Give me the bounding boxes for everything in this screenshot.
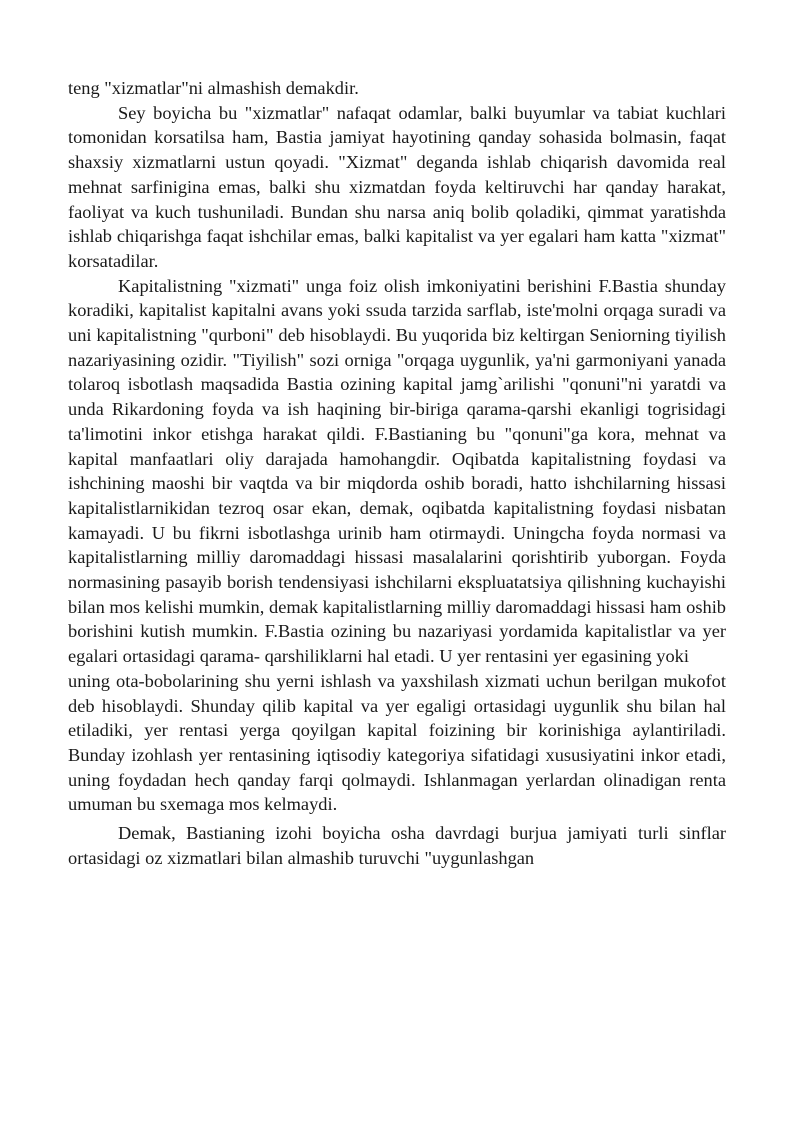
paragraph-sey-services: Sey boyicha bu "xizmatlar" nafaqat odamlar, balki buyumlar va tabiat kuchlari tomonidan korsatilsa ham, Bastia jamiyat hayotining qanday sohasida bolmasin, faqat shaxsiy xizmatlarni ustun qoyadi. "Xizmat" deganda ishlab chiqarish davomida real mehnat sarfinigina emas, balki shu xizmatdan foyda keltiruvchi har qanday harakat, faoliyat va kuch tushuniladi. Bundan shu narsa aniq bolib qoladiki, qimmat yaratishda ishlab chiqarishga faqat ishchilar emas, balki kapitalist va yer egalari ham katta "xizmat" korsatadilar. [68, 102, 726, 271]
paragraph-land-rent: uning ota-bobolarining shu yerni ishlash va yaxshilash xizmati uchun berilgan mukofot deb hisoblaydi. Shunday qilib kapital va yer egaligi ortasidagi uygunlik shu bilan hal etiladiki, yer rentasi yerga qoyilgan kapital foizining bir korinishiga aylantiriladi. Bunday izohlash yer rentasining iqtisodiy kategoriya sifatidagi xususiyatini inkor etadi, uning foydadan hech qanday farqi qolmaydi. Ishlanmagan yerlardan olinadigan renta umuman bu sxemaga mos kelmaydi. [68, 670, 726, 815]
paragraph-continuation: teng "xizmatlar"ni almashish demakdir. [68, 78, 359, 98]
paragraph-conclusion: Demak, Bastianing izohi boyicha osha davrdagi burjua jamiyati turli sinflar ortasidagi oz xizmatlari bilan almashib turuvchi "uygunlashgan [68, 823, 726, 868]
document-page [68, 76, 726, 871]
paragraph-capitalist-service: Kapitalistning "xizmati" unga foiz olish imkoniyatini berishini F.Bastia shunday koradiki, kapitalist kapitalni avans yoki ssuda tarzida sarflab, iste'molni orqaga suradi va uni kapitalistning "qurboni" deb hisoblaydi. Bu yuqorida biz keltirgan Seniorning tiyilish nazariyasining ozidir. "Tiyilish" sozi orniga "orqaga uygunlik, ya'ni garmoniyani yanada tolaroq isbotlash maqsadida Bastia ozining kapital jamg`arilishi "qonuni"ni yaratdi va unda Rikardoning foyda va ish haqining bir-biriga qarama-qarshi ekanligi togrisidagi ta'limotini inkor etishga harakat qildi. F.Bastianing bu "qonuni"ga kora, mehnat va kapital manfaatlari oliy darajada hamohangdir. Oqibatda kapitalistning foydasi va ishchining maoshi bir vaqtda va bir miqdorda oshib boradi, hatto ishchilarning hissasi kapitalistlarnikidan tezroq osar ekan, demak, oqibatda kapitalistning foydasi nisbatan kamayadi. U bu fikrni isbotlashga urinib ham otirmaydi. Uningcha foyda normasi va kapitalistlarning milliy daromaddagi hissasi masalalarini qorishtirib yuborgan. Foyda normasining pasayib borish tendensiyasi ishchilarni ekspluatatsiya qilishning kuchayishi bilan mos kelishi mumkin, demak kapitalistlarning milliy daromaddagi hissasi ham oshib borishini kutish mumkin. F.Bastia ozining bu nazariyasi yordamida kapitalistlar va yer egalari ortasidagi qarama- qarshiliklarni hal etadi. U yer rentasini yer egasining yoki [68, 275, 726, 667]
